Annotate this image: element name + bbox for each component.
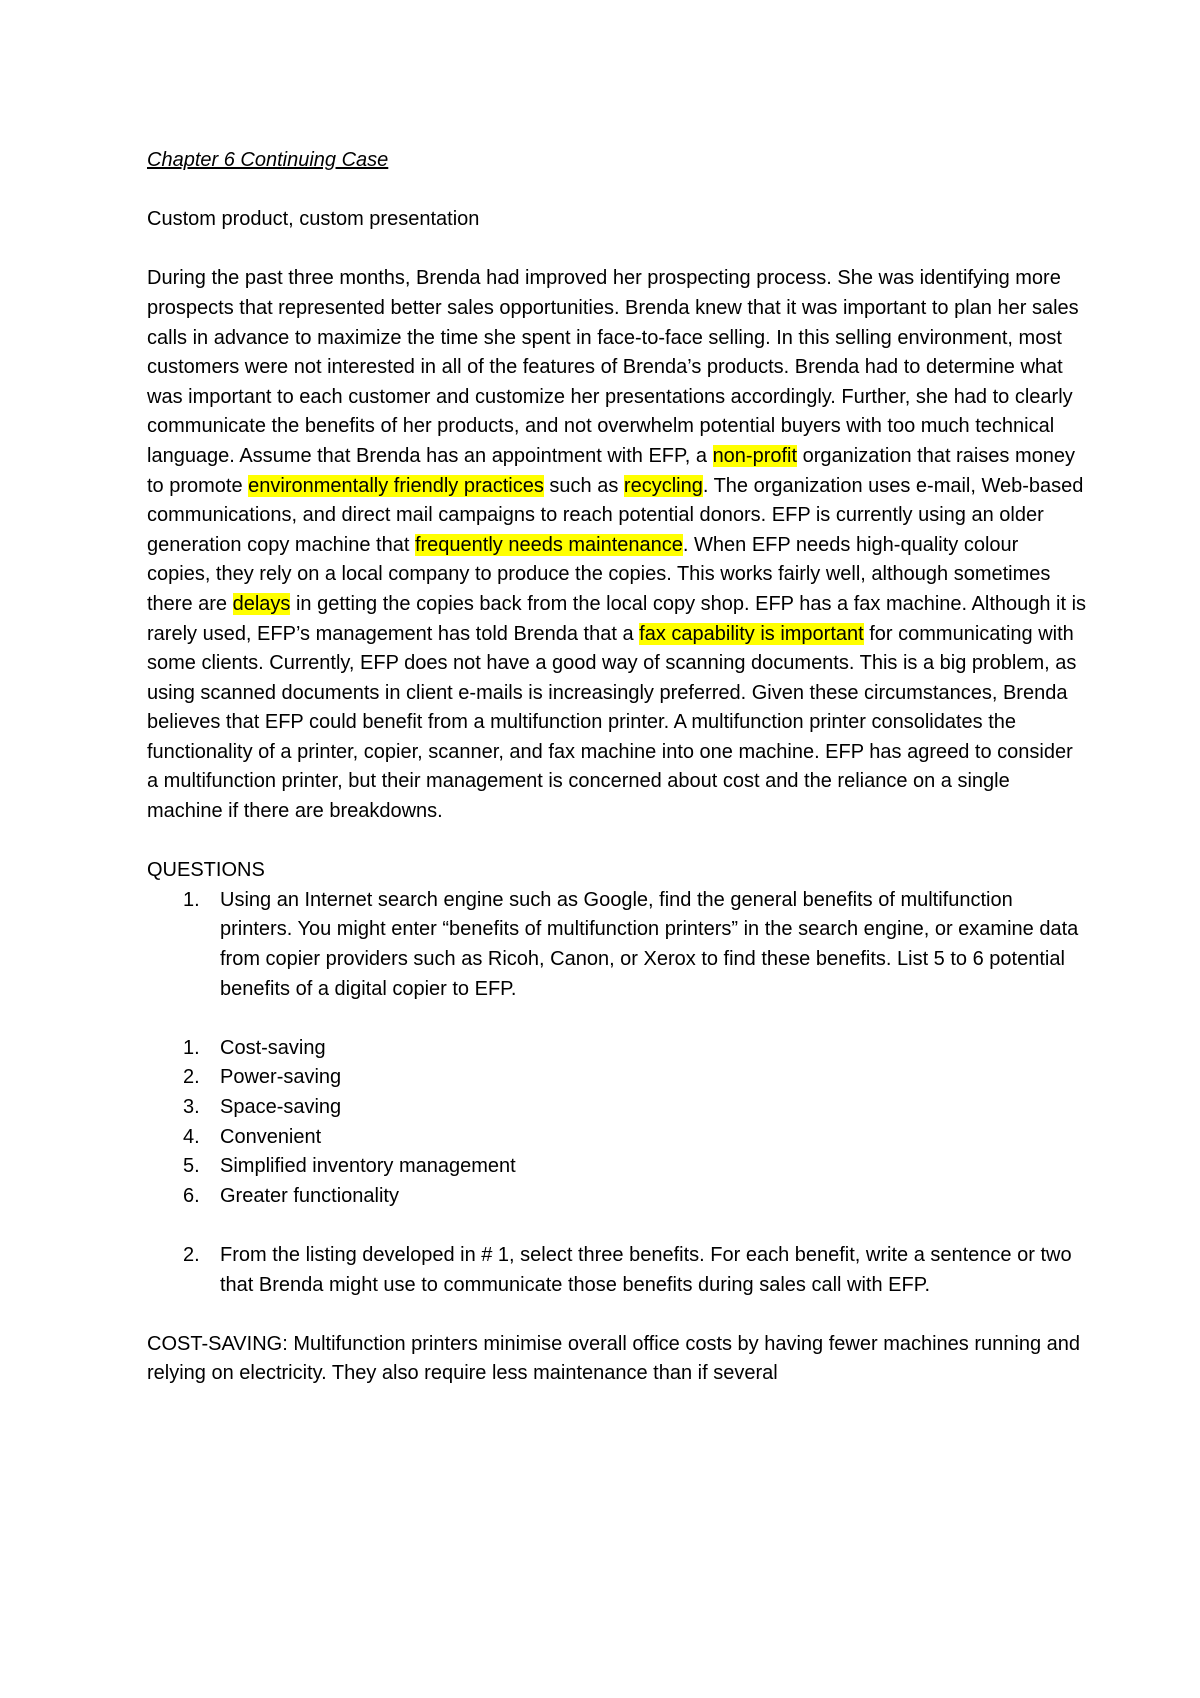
benefit-number: 6.	[183, 1184, 200, 1207]
benefit-item	[147, 1152, 1087, 1182]
benefits-list	[147, 1034, 1087, 1212]
benefit-item	[147, 1034, 1087, 1064]
question-1	[147, 886, 1087, 1004]
benefit-number: 4.	[183, 1125, 200, 1148]
questions-heading: QUESTIONS	[147, 859, 265, 882]
highlighted-text: delays	[232, 592, 291, 615]
question-text: Using an Internet search engine such as Google, find the general benefits of multifunction printers. You might enter “benefits of multifunction printers” in the search engine, or examine data from copier providers such as Ricoh, Canon, or Xerox to find these benefits. List 5 to 6 potential benefits of a digital copier to EFP.	[220, 888, 1079, 1000]
highlighted-text: environmentally friendly practices	[248, 474, 544, 497]
text-segment: . The organization uses e-mail, Web-based communications, and direct mail campaigns to reach potential donors. EFP is currently using an older generation copy machine that	[147, 474, 1084, 556]
question-text: From the listing developed in # 1, select three benefits. For each benefit, write a sentence or two that Brenda might use to communicate those benefits during sales call with EFP.	[220, 1243, 1072, 1296]
text-segment: . When EFP needs high-quality colour copies, they rely on a local company to produce the copies. This works fairly well, although sometimes there are	[147, 533, 1051, 615]
document-page	[147, 146, 1087, 1389]
benefit-text: Convenient	[220, 1125, 322, 1148]
benefit-number: 2.	[183, 1066, 200, 1089]
benefit-item	[147, 1182, 1087, 1212]
text-segment: organization that raises money to promote	[147, 444, 1075, 497]
answer-cost-saving: COST-SAVING: Multifunction printers minimise overall office costs by having fewer machines running and relying on electricity. They also require less maintenance than if several	[147, 1332, 1080, 1385]
benefit-text: Simplified inventory management	[220, 1155, 516, 1178]
case-description	[147, 264, 1087, 826]
benefit-item	[147, 1123, 1087, 1153]
question-list-2	[147, 1241, 1087, 1300]
highlighted-text: frequently needs maintenance	[414, 533, 683, 556]
highlighted-text: recycling	[623, 474, 703, 497]
question-list-1	[147, 886, 1087, 1004]
highlighted-text: non-profit	[712, 444, 798, 467]
text-segment: such as	[543, 474, 624, 497]
highlighted-text: fax capability is important	[639, 622, 864, 645]
benefit-text: Space-saving	[220, 1096, 342, 1118]
text-segment: in getting the copies back from the local copy shop. EFP has a fax machine. Although it is rarely used, EFP’s management has told Brenda that a	[147, 592, 1087, 645]
benefit-item	[147, 1093, 1087, 1123]
benefit-number: 5.	[183, 1155, 200, 1178]
text-segment: for communicating with some clients. Currently, EFP does not have a good way of scanning documents. This is a big problem, as using scanned documents in client e-mails is increasingly preferred. Given these circumstances, Brenda believes that EFP could benefit from a multifunction printer. A multifunction printer consolidates the functionality of a printer, copier, scanner, and fax machine into one machine. EFP has agreed to consider a multifunction printer, but their management is concerned about cost and the reliance on a single machine if there are breakdowns.	[147, 622, 1077, 823]
benefit-text: Greater functionality	[220, 1184, 399, 1207]
benefit-item	[147, 1063, 1087, 1093]
benefit-text: Power-saving	[220, 1066, 342, 1089]
benefit-number: 3.	[183, 1096, 200, 1118]
question-number: 2.	[183, 1243, 200, 1266]
question-2	[147, 1241, 1087, 1300]
benefit-text: Cost-saving	[220, 1036, 326, 1059]
case-subtitle: Custom product, custom presentation	[147, 208, 480, 231]
page-title: Chapter 6 Continuing Case	[147, 149, 389, 171]
benefit-number: 1.	[183, 1036, 200, 1059]
text-segment: During the past three months, Brenda had improved her prospecting process. She was identifying more prospects that represented better sales opportunities. Brenda knew that it was important to plan her sales calls in advance to maximize the time she spent in face-to-face selling. In this selling environment, most customers were not interested in all of the features of Brenda’s products. Brenda had to determine what was important to each customer and customize her presentations accordingly. Further, she had to clearly communicate the benefits of her products, and not overwhelm potential buyers with too much technical language. Assume that Brenda has an appointment with EFP, a	[147, 267, 1079, 467]
question-number: 1.	[183, 888, 200, 911]
